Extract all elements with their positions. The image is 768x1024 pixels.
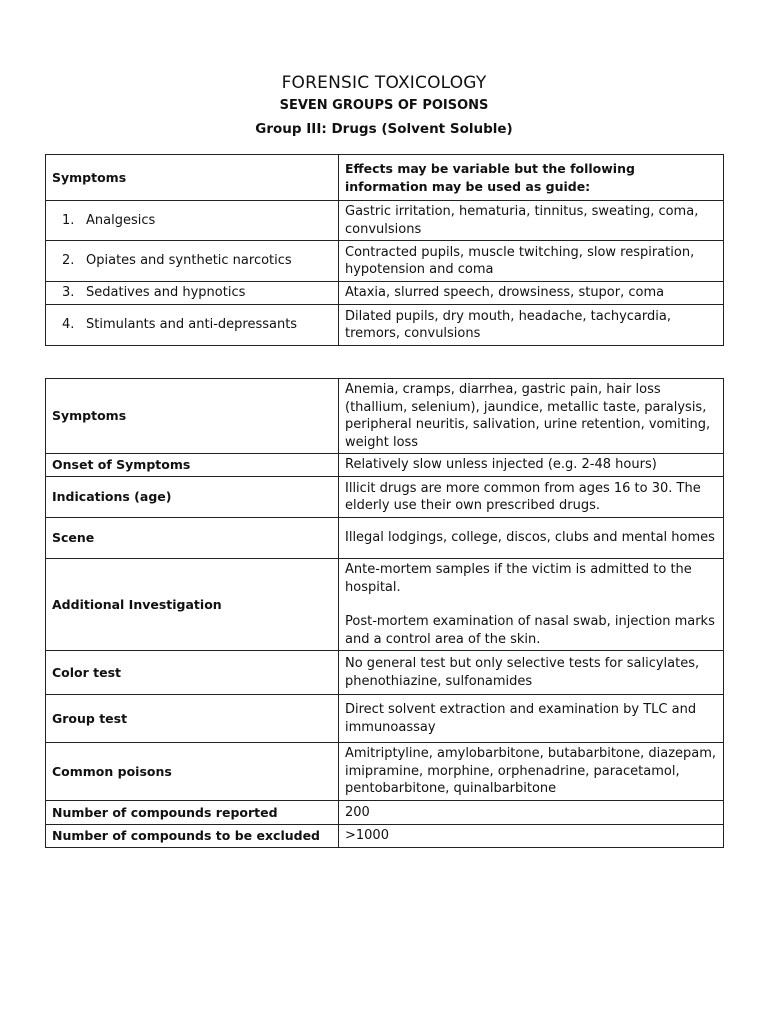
row-label: Number of compounds to be excluded (46, 825, 339, 848)
symptoms-header: Symptoms (46, 155, 339, 201)
row-label: Color test (46, 651, 339, 695)
row-value: Direct solvent extraction and examination by TLC and immunoassay (339, 695, 724, 743)
table-row (46, 241, 724, 282)
drug-class-name: Analgesics (86, 212, 156, 228)
effect-cell: Gastric irritation, hematuria, tinnitus, sweating, coma, convulsions (339, 201, 724, 241)
row-value: 200 (339, 801, 724, 825)
table-row (46, 282, 724, 305)
drug-class-cell (46, 282, 339, 305)
table-row (46, 801, 724, 825)
drug-class-cell (46, 241, 339, 282)
table-header-row (46, 155, 724, 201)
drug-class-name: Sedatives and hypnotics (86, 285, 246, 301)
table-row (46, 477, 724, 518)
row-label: Symptoms (46, 379, 339, 454)
table-row (46, 305, 724, 346)
row-label: Group test (46, 695, 339, 743)
item-number: 1. (62, 212, 75, 228)
table-row (46, 379, 724, 454)
effects-header: Effects may be variable but the following information may be used as guide: (339, 155, 724, 201)
drug-class-name: Opiates and synthetic narcotics (86, 253, 292, 269)
effect-cell: Contracted pupils, muscle twitching, slow respiration, hypotension and coma (339, 241, 724, 282)
drug-class-name: Stimulants and anti-depressants (86, 317, 298, 333)
group-heading: Group III: Drugs (Solvent Soluble) (255, 121, 513, 137)
table-row (46, 825, 724, 848)
row-value: No general test but only selective tests for salicylates, phenothiazine, sulfonamides (339, 651, 724, 695)
document-header (0, 72, 768, 139)
row-value: Relatively slow unless injected (e.g. 2-48 hours) (339, 454, 724, 477)
table-row (46, 201, 724, 241)
table-row (46, 743, 724, 801)
table-row (46, 454, 724, 477)
row-value: Illicit drugs are more common from ages 16 to 30. The elderly use their own prescribed drugs. (339, 477, 724, 518)
row-label: Number of compounds reported (46, 801, 339, 825)
row-value (339, 559, 724, 651)
row-value: >1000 (339, 825, 724, 848)
row-label: Scene (46, 518, 339, 559)
row-label: Additional Investigation (46, 559, 339, 651)
row-value: Amitriptyline, amylobarbitone, butabarbitone, diazepam, imipramine, morphine, orphenadrine, paracetamol, pentobarbitone, quinalbarbitone (339, 743, 724, 801)
drug-class-symptoms-table (45, 154, 724, 346)
effect-cell: Ataxia, slurred speech, drowsiness, stupor, coma (339, 282, 724, 305)
row-label: Common poisons (46, 743, 339, 801)
table-row (46, 695, 724, 743)
row-value: Illegal lodgings, college, discos, clubs and mental homes (339, 518, 724, 559)
drug-class-cell (46, 201, 339, 241)
page-subtitle: SEVEN GROUPS OF POISONS (279, 98, 489, 113)
table-row (46, 559, 724, 651)
row-label: Indications (age) (46, 477, 339, 518)
post-mortem-text: Post-mortem examination of nasal swab, injection marks and a control area of the skin. (345, 614, 715, 647)
item-number: 3. (62, 285, 75, 301)
row-label: Onset of Symptoms (46, 454, 339, 477)
group-details-table (45, 378, 724, 848)
item-number: 4. (62, 317, 75, 333)
page-title: FORENSIC TOXICOLOGY (281, 73, 487, 93)
row-value: Anemia, cramps, diarrhea, gastric pain, hair loss (thallium, selenium), jaundice, metallic taste, paralysis, peripheral neuritis, salivation, urine retention, vomiting, weight loss (339, 379, 724, 454)
ante-mortem-text: Ante-mortem samples if the victim is admitted to the hospital. (345, 562, 692, 595)
effect-cell: Dilated pupils, dry mouth, headache, tachycardia, tremors, convulsions (339, 305, 724, 346)
drug-class-cell (46, 305, 339, 346)
item-number: 2. (62, 253, 75, 269)
table-row (46, 651, 724, 695)
table-row (46, 518, 724, 559)
